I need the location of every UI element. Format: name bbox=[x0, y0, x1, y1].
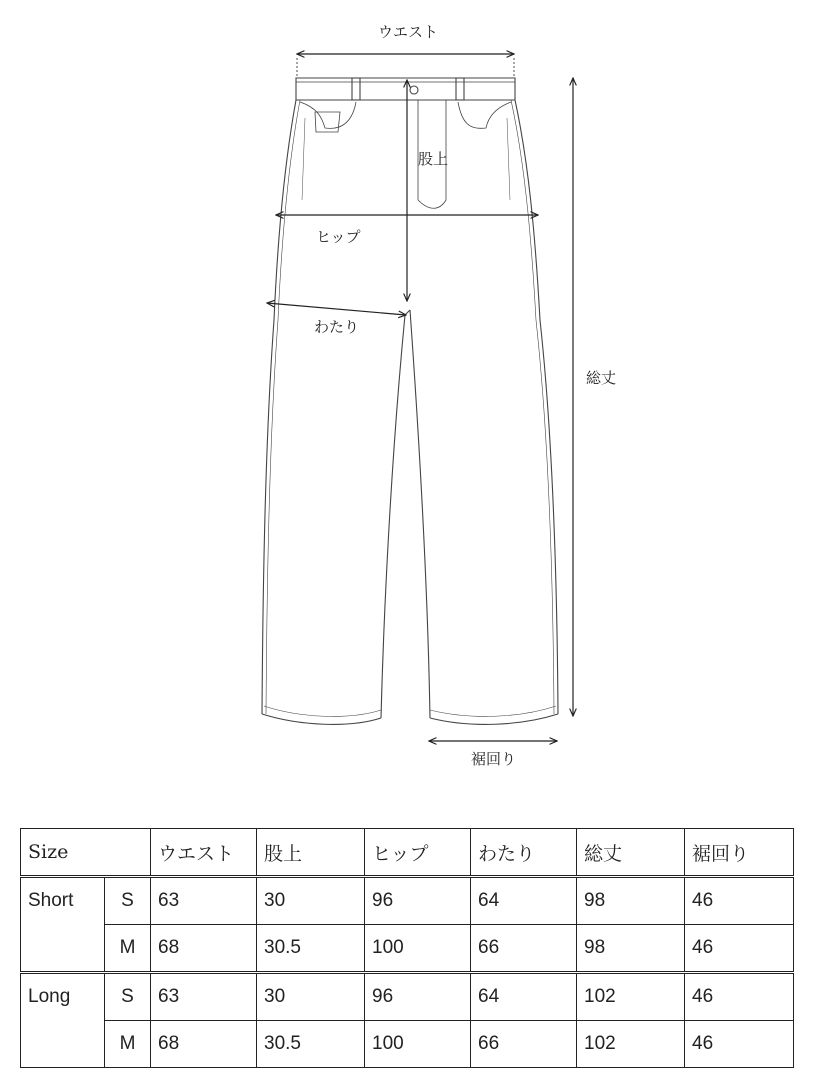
thigh-cell: 64 bbox=[471, 877, 577, 925]
hem-cell: 46 bbox=[685, 973, 794, 1021]
thigh-cell: 64 bbox=[471, 973, 577, 1021]
waist-label: ウエスト bbox=[378, 23, 439, 41]
length-label: 総丈 bbox=[586, 369, 617, 387]
rise-cell: 30.5 bbox=[257, 925, 365, 973]
hip-label: ヒップ bbox=[316, 228, 361, 246]
length-cell: 102 bbox=[577, 1021, 685, 1068]
waist-cell: 63 bbox=[151, 877, 257, 925]
length-cell: 102 bbox=[577, 973, 685, 1021]
header-hem: 裾回り bbox=[685, 829, 794, 877]
size-cell: M bbox=[105, 925, 151, 973]
rise-cell: 30 bbox=[257, 877, 365, 925]
size-cell: S bbox=[105, 877, 151, 925]
table-header-row bbox=[21, 829, 794, 877]
group-label-long: Long bbox=[21, 973, 105, 1068]
header-rise: 股上 bbox=[257, 829, 365, 877]
rise-cell: 30.5 bbox=[257, 1021, 365, 1068]
waist-cell: 68 bbox=[151, 1021, 257, 1068]
size-cell: S bbox=[105, 973, 151, 1021]
table-row bbox=[21, 1021, 794, 1068]
size-cell: M bbox=[105, 1021, 151, 1068]
thigh-label: わたり bbox=[314, 318, 360, 336]
waist-cell: 63 bbox=[151, 973, 257, 1021]
rise-label: 股上 bbox=[418, 150, 449, 168]
hip-cell: 100 bbox=[365, 925, 471, 973]
hem-cell: 46 bbox=[685, 925, 794, 973]
rise-cell: 30 bbox=[257, 973, 365, 1021]
thigh-cell: 66 bbox=[471, 1021, 577, 1068]
table-row bbox=[21, 925, 794, 973]
thigh-arrow bbox=[267, 303, 406, 315]
hip-cell: 100 bbox=[365, 1021, 471, 1068]
table-row bbox=[21, 973, 794, 1021]
header-size: Size bbox=[21, 829, 151, 877]
hem-cell: 46 bbox=[685, 1021, 794, 1068]
header-waist: ウエスト bbox=[151, 829, 257, 877]
length-cell: 98 bbox=[577, 925, 685, 973]
thigh-cell: 66 bbox=[471, 925, 577, 973]
table-row bbox=[21, 877, 794, 925]
length-cell: 98 bbox=[577, 877, 685, 925]
waist-cell: 68 bbox=[151, 925, 257, 973]
header-thigh: わたり bbox=[471, 829, 577, 877]
pants-outline bbox=[262, 78, 558, 724]
group-label-short: Short bbox=[21, 877, 105, 973]
hem-cell: 46 bbox=[685, 877, 794, 925]
hip-cell: 96 bbox=[365, 877, 471, 925]
header-hip: ヒップ bbox=[365, 829, 471, 877]
header-length: 総丈 bbox=[577, 829, 685, 877]
size-table bbox=[20, 828, 794, 1068]
hip-cell: 96 bbox=[365, 973, 471, 1021]
hem-label: 裾回り bbox=[471, 750, 517, 768]
